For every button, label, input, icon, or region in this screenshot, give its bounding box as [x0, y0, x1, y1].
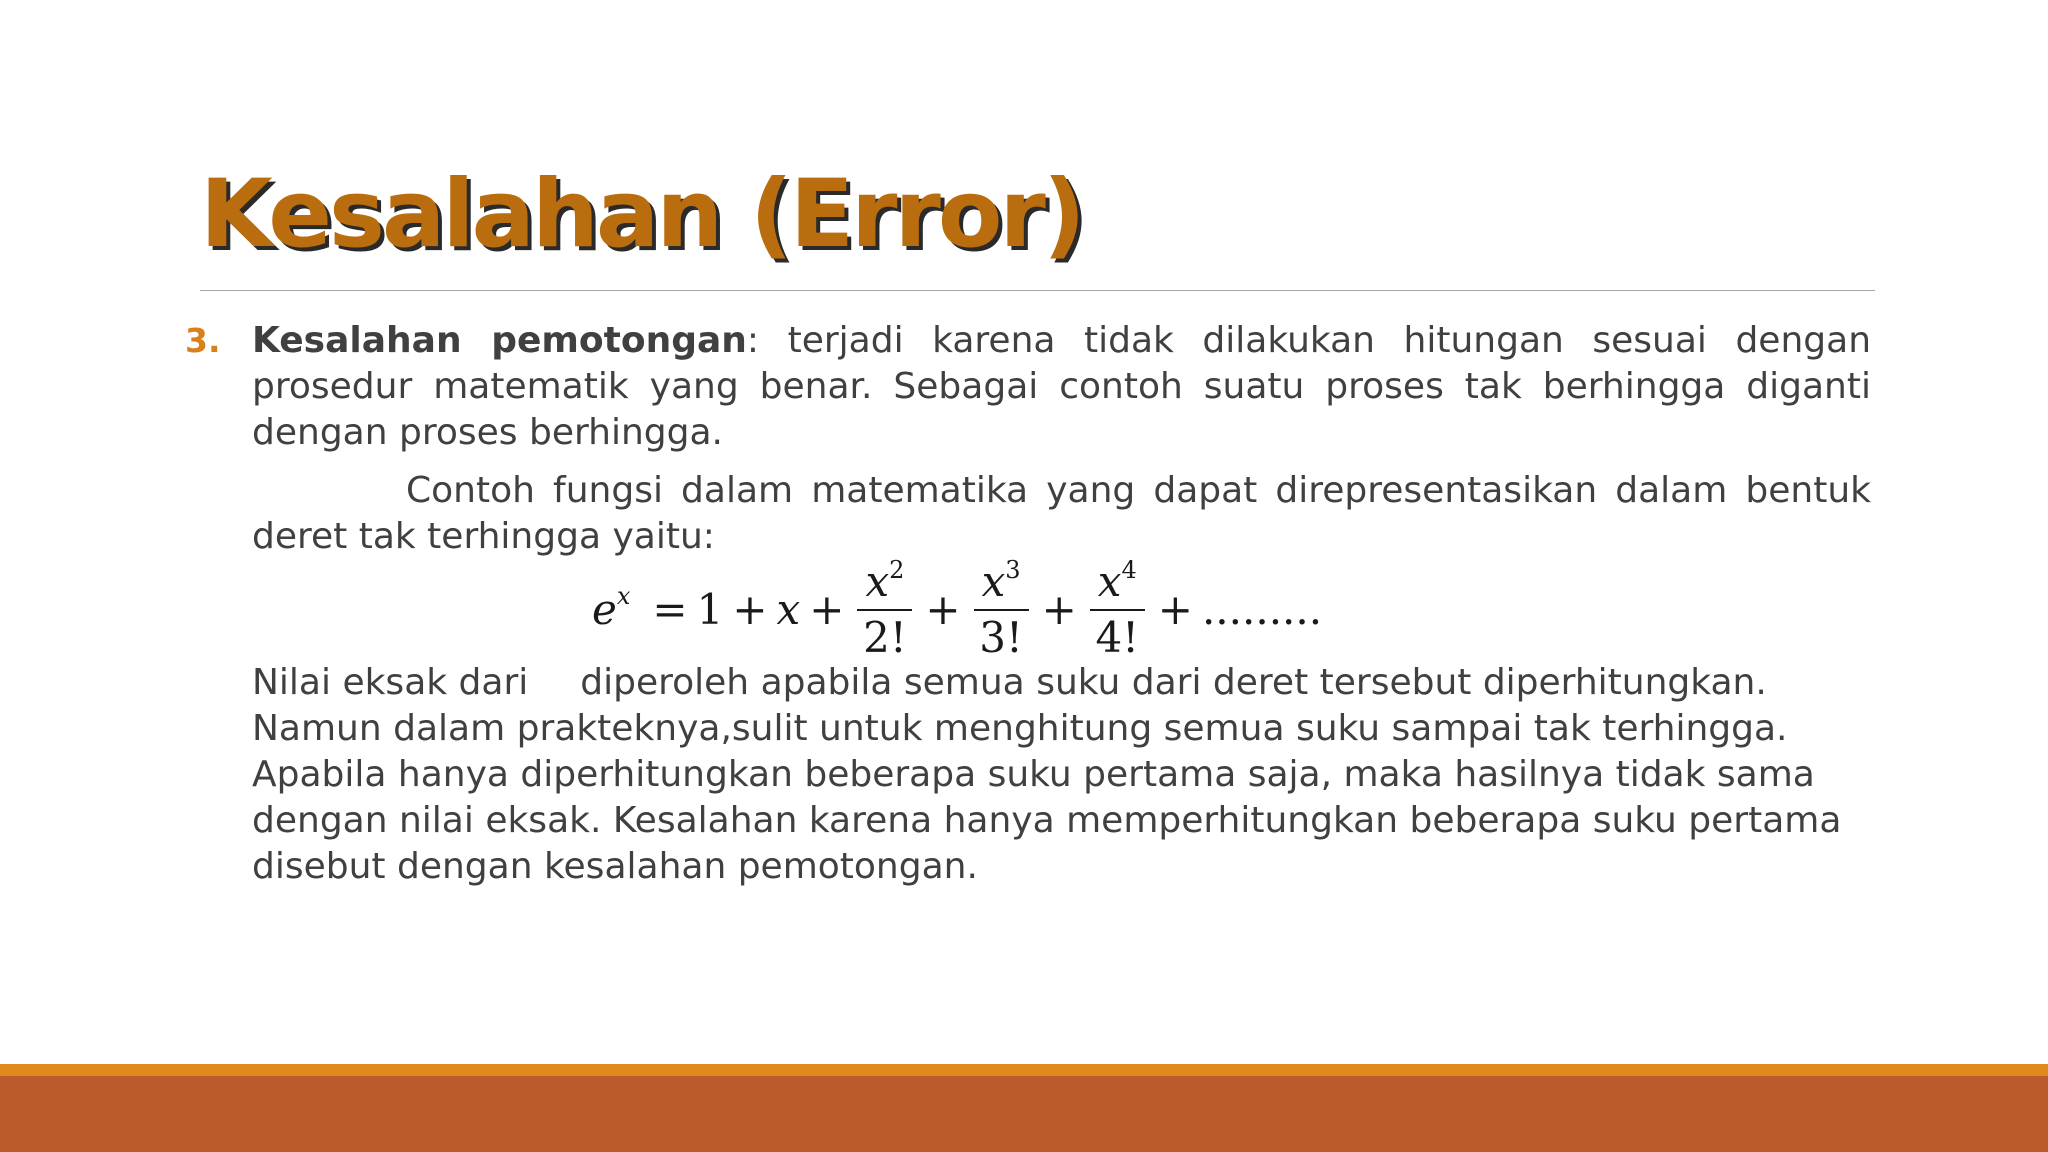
item-term: Kesalahan pemotongan [252, 320, 747, 361]
formula-term-x3: $\frac{x^3}{3!}$ [974, 561, 1029, 659]
footer-accent-stripe [0, 1064, 2048, 1076]
slide-content [185, 318, 1871, 890]
formula-plus: + [809, 585, 845, 634]
formula-ellipsis: ......... [1201, 585, 1323, 634]
item-number: 3. [185, 321, 221, 360]
series-formula [252, 556, 1871, 662]
title-divider [200, 290, 1875, 291]
formula-lhs: $e^x$ [592, 582, 631, 634]
formula-term-x4: $\frac{x^4}{4!}$ [1090, 561, 1145, 659]
formula-equals: = [652, 585, 688, 634]
example-paragraph [185, 468, 1871, 560]
slide-title: Kesalahan (Error) [200, 160, 1083, 269]
formula-x: x [776, 585, 801, 634]
formula-plus: + [925, 585, 961, 634]
item-text: : terjadi karena tidak dilakukan hitungan sesuai dengan prosedur matematik yang benar. Sebagai contoh suatu proses tak berhingga diganti dengan proses berhingga. [252, 320, 1872, 453]
formula-plus: + [1157, 585, 1193, 634]
formula-one: 1 [696, 585, 724, 634]
numbered-item-3 [185, 318, 1871, 456]
example-text: Contoh fungsi dalam matematika yang dapat direpresentasikan dalam bentuk deret tak terhingga yaitu: [252, 470, 1871, 557]
nilai-text: diperoleh apabila semua suku dari deret tersebut diperhitungkan. Namun dalam prakteknya,sulit untuk menghitung semua suku sampai tak terhingga. Apabila hanya diperhitungkan beberapa suku pertama saja, maka hasilnya tidak sama dengan nilai eksak. Kesalahan karena hanya memperhitungkan beberapa suku pertama disebut dengan kesalahan pemotongan. [252, 662, 1842, 887]
nilai-lead: Nilai eksak dari [252, 662, 529, 703]
formula-row [592, 556, 1323, 662]
footer-base-stripe [0, 1076, 2048, 1152]
formula-plus: + [1041, 585, 1077, 634]
formula-plus: + [732, 585, 768, 634]
footer-band [0, 1064, 2048, 1152]
nilai-paragraph [185, 660, 1871, 890]
formula-term-x2: $\frac{x^2}{2!}$ [857, 561, 912, 659]
